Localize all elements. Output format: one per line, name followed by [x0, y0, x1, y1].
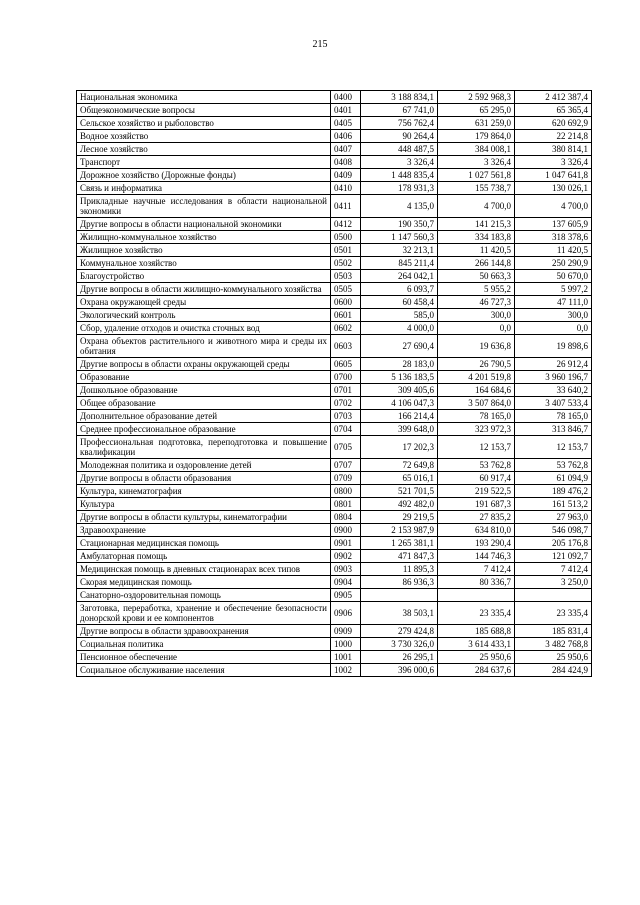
row-value-3-cell: 3 960 196,7: [515, 371, 592, 384]
row-name-cell: Другие вопросы в области здравоохранения: [77, 625, 331, 638]
table-row: [77, 117, 592, 130]
row-name-cell: Молодежная политика и оздоровление детей: [77, 459, 331, 472]
row-value-3-cell: 185 831,4: [515, 625, 592, 638]
row-value-1-cell: 448 487,5: [361, 143, 438, 156]
row-value-2-cell: 26 790,5: [438, 358, 515, 371]
row-value-1-cell: 3 188 834,1: [361, 91, 438, 104]
row-name-cell: Социальная политика: [77, 638, 331, 651]
row-code-cell: 0705: [331, 436, 361, 459]
row-name-cell: Общее образование: [77, 397, 331, 410]
row-value-3-cell: 53 762,8: [515, 459, 592, 472]
row-value-1-cell: 67 741,0: [361, 104, 438, 117]
table-row: [77, 524, 592, 537]
table-row: [77, 244, 592, 257]
row-value-2-cell: 144 746,3: [438, 550, 515, 563]
table-row: [77, 104, 592, 117]
table-row: [77, 589, 592, 602]
row-name-cell: Жилищно-коммунальное хозяйство: [77, 231, 331, 244]
table-row: [77, 218, 592, 231]
row-value-1-cell: 60 458,4: [361, 296, 438, 309]
row-name-cell: Санаторно-оздоровительная помощь: [77, 589, 331, 602]
row-code-cell: 0906: [331, 602, 361, 625]
table-row: [77, 296, 592, 309]
row-value-3-cell: 7 412,4: [515, 563, 592, 576]
row-value-1-cell: 4 000,0: [361, 322, 438, 335]
table-row: [77, 195, 592, 218]
row-value-1-cell: 65 016,1: [361, 472, 438, 485]
row-value-2-cell: 164 684,6: [438, 384, 515, 397]
row-value-3-cell: 189 476,2: [515, 485, 592, 498]
row-name-cell: Экологический контроль: [77, 309, 331, 322]
row-value-1-cell: 1 265 381,1: [361, 537, 438, 550]
row-code-cell: 1002: [331, 664, 361, 677]
row-value-1-cell: 471 847,3: [361, 550, 438, 563]
row-value-3-cell: 5 997,2: [515, 283, 592, 296]
row-value-2-cell: 185 688,8: [438, 625, 515, 638]
row-code-cell: 0406: [331, 130, 361, 143]
row-name-cell: Водное хозяйство: [77, 130, 331, 143]
table-row: [77, 309, 592, 322]
table-row: [77, 472, 592, 485]
row-value-1-cell: 845 211,4: [361, 257, 438, 270]
row-value-3-cell: 19 898,6: [515, 335, 592, 358]
row-code-cell: 0503: [331, 270, 361, 283]
row-value-1-cell: 29 219,5: [361, 511, 438, 524]
row-value-3-cell: 12 153,7: [515, 436, 592, 459]
row-name-cell: Другие вопросы в области образования: [77, 472, 331, 485]
row-value-2-cell: 53 762,8: [438, 459, 515, 472]
row-name-cell: Связь и информатика: [77, 182, 331, 195]
row-code-cell: 0801: [331, 498, 361, 511]
row-value-3-cell: 161 513,2: [515, 498, 592, 511]
table-row: [77, 130, 592, 143]
row-value-1-cell: 17 202,3: [361, 436, 438, 459]
row-value-2-cell: 334 183,8: [438, 231, 515, 244]
row-name-cell: Охрана окружающей среды: [77, 296, 331, 309]
table-row: [77, 511, 592, 524]
table-row: [77, 625, 592, 638]
row-value-2-cell: 141 215,3: [438, 218, 515, 231]
row-name-cell: Дополнительное образование детей: [77, 410, 331, 423]
row-name-cell: Культура: [77, 498, 331, 511]
row-value-2-cell: 3 614 433,1: [438, 638, 515, 651]
row-value-3-cell: 25 950,6: [515, 651, 592, 664]
row-name-cell: Дошкольное образование: [77, 384, 331, 397]
row-code-cell: 0804: [331, 511, 361, 524]
row-name-cell: Общеэкономические вопросы: [77, 104, 331, 117]
table-row: [77, 371, 592, 384]
row-value-3-cell: 121 092,7: [515, 550, 592, 563]
row-value-3-cell: 0,0: [515, 322, 592, 335]
row-value-2-cell: 323 972,3: [438, 423, 515, 436]
table-row: [77, 283, 592, 296]
row-value-3-cell: 284 424,9: [515, 664, 592, 677]
row-value-1-cell: 3 730 326,0: [361, 638, 438, 651]
table-row: [77, 384, 592, 397]
row-code-cell: 0709: [331, 472, 361, 485]
table-row: [77, 550, 592, 563]
row-value-3-cell: 1 047 641,8: [515, 169, 592, 182]
row-value-1-cell: 38 503,1: [361, 602, 438, 625]
table-row: [77, 602, 592, 625]
row-value-2-cell: 46 727,3: [438, 296, 515, 309]
row-name-cell: Другие вопросы в области охраны окружающей среды: [77, 358, 331, 371]
row-code-cell: 0410: [331, 182, 361, 195]
row-value-2-cell: 3 507 864,0: [438, 397, 515, 410]
row-value-1-cell: 3 326,4: [361, 156, 438, 169]
row-value-2-cell: [438, 589, 515, 602]
row-code-cell: 0905: [331, 589, 361, 602]
table-row: [77, 397, 592, 410]
row-value-1-cell: 6 093,7: [361, 283, 438, 296]
row-value-2-cell: 634 810,0: [438, 524, 515, 537]
row-code-cell: 0401: [331, 104, 361, 117]
row-value-1-cell: 399 648,0: [361, 423, 438, 436]
row-code-cell: 0900: [331, 524, 361, 537]
row-value-3-cell: 250 290,9: [515, 257, 592, 270]
row-value-3-cell: 26 912,4: [515, 358, 592, 371]
row-code-cell: 0704: [331, 423, 361, 436]
row-value-3-cell: 50 670,0: [515, 270, 592, 283]
row-value-3-cell: 3 250,0: [515, 576, 592, 589]
row-value-2-cell: 191 687,3: [438, 498, 515, 511]
row-value-1-cell: [361, 589, 438, 602]
table-row: [77, 498, 592, 511]
row-value-1-cell: 32 213,1: [361, 244, 438, 257]
row-code-cell: 0909: [331, 625, 361, 638]
row-code-cell: 0601: [331, 309, 361, 322]
row-value-2-cell: 0,0: [438, 322, 515, 335]
row-value-1-cell: 492 482,0: [361, 498, 438, 511]
row-value-2-cell: 3 326,4: [438, 156, 515, 169]
row-name-cell: Дорожное хозяйство (Дорожные фонды): [77, 169, 331, 182]
row-name-cell: Пенсионное обеспечение: [77, 651, 331, 664]
row-name-cell: Образование: [77, 371, 331, 384]
row-code-cell: 0904: [331, 576, 361, 589]
row-value-3-cell: 137 605,9: [515, 218, 592, 231]
row-value-1-cell: 396 000,6: [361, 664, 438, 677]
row-value-3-cell: 3 326,4: [515, 156, 592, 169]
row-value-2-cell: 284 637,6: [438, 664, 515, 677]
row-name-cell: Национальная экономика: [77, 91, 331, 104]
row-value-2-cell: 50 663,3: [438, 270, 515, 283]
row-value-2-cell: 25 950,6: [438, 651, 515, 664]
row-value-1-cell: 5 136 183,5: [361, 371, 438, 384]
budget-table-body: [77, 91, 592, 677]
row-value-2-cell: 384 008,1: [438, 143, 515, 156]
row-value-3-cell: 620 692,9: [515, 117, 592, 130]
row-value-2-cell: 300,0: [438, 309, 515, 322]
table-row: [77, 322, 592, 335]
row-name-cell: Профессиональная подготовка, переподготовка и повышение квалификации: [77, 436, 331, 459]
row-value-2-cell: 78 165,0: [438, 410, 515, 423]
row-value-2-cell: 60 917,4: [438, 472, 515, 485]
table-row: [77, 459, 592, 472]
table-row: [77, 410, 592, 423]
row-value-3-cell: 65 365,4: [515, 104, 592, 117]
table-row: [77, 485, 592, 498]
row-value-1-cell: 28 183,0: [361, 358, 438, 371]
row-value-2-cell: 266 144,8: [438, 257, 515, 270]
row-code-cell: 0603: [331, 335, 361, 358]
row-value-1-cell: 4 135,0: [361, 195, 438, 218]
row-value-1-cell: 86 936,3: [361, 576, 438, 589]
page-number: 215: [312, 39, 328, 50]
row-name-cell: Сбор, удаление отходов и очистка сточных вод: [77, 322, 331, 335]
row-value-3-cell: 4 700,0: [515, 195, 592, 218]
row-name-cell: Другие вопросы в области культуры, кинематографии: [77, 511, 331, 524]
row-code-cell: 0408: [331, 156, 361, 169]
row-value-3-cell: 318 378,6: [515, 231, 592, 244]
row-code-cell: 0702: [331, 397, 361, 410]
row-value-2-cell: 4 201 519,8: [438, 371, 515, 384]
row-value-1-cell: 11 895,3: [361, 563, 438, 576]
row-value-1-cell: 4 106 047,3: [361, 397, 438, 410]
row-value-2-cell: 179 864,0: [438, 130, 515, 143]
table-row: [77, 257, 592, 270]
row-value-1-cell: 1 448 835,4: [361, 169, 438, 182]
row-code-cell: 0500: [331, 231, 361, 244]
row-value-1-cell: 166 214,4: [361, 410, 438, 423]
row-code-cell: 0605: [331, 358, 361, 371]
row-code-cell: 0400: [331, 91, 361, 104]
row-name-cell: Социальное обслуживание населения: [77, 664, 331, 677]
table-row: [77, 91, 592, 104]
row-value-3-cell: 22 214,8: [515, 130, 592, 143]
table-row: [77, 537, 592, 550]
row-value-2-cell: 1 027 561,8: [438, 169, 515, 182]
row-name-cell: Здравоохранение: [77, 524, 331, 537]
row-code-cell: 0903: [331, 563, 361, 576]
row-value-1-cell: 279 424,8: [361, 625, 438, 638]
table-row: [77, 436, 592, 459]
row-value-1-cell: 585,0: [361, 309, 438, 322]
row-code-cell: 0700: [331, 371, 361, 384]
row-code-cell: 0501: [331, 244, 361, 257]
row-value-1-cell: 90 264,4: [361, 130, 438, 143]
row-value-3-cell: 313 846,7: [515, 423, 592, 436]
row-value-1-cell: 26 295,1: [361, 651, 438, 664]
row-value-3-cell: 2 412 387,4: [515, 91, 592, 104]
row-value-2-cell: 12 153,7: [438, 436, 515, 459]
row-value-3-cell: 23 335,4: [515, 602, 592, 625]
table-row: [77, 638, 592, 651]
row-value-3-cell: 11 420,5: [515, 244, 592, 257]
row-code-cell: 0703: [331, 410, 361, 423]
row-name-cell: Среднее профессиональное образование: [77, 423, 331, 436]
row-value-3-cell: 61 094,9: [515, 472, 592, 485]
row-value-1-cell: 756 762,4: [361, 117, 438, 130]
row-value-1-cell: 27 690,4: [361, 335, 438, 358]
row-code-cell: 1000: [331, 638, 361, 651]
row-value-2-cell: 2 592 968,3: [438, 91, 515, 104]
row-value-3-cell: 3 407 533,4: [515, 397, 592, 410]
row-name-cell: Лесное хозяйство: [77, 143, 331, 156]
row-code-cell: 0505: [331, 283, 361, 296]
row-value-2-cell: 193 290,4: [438, 537, 515, 550]
row-name-cell: Культура, кинематография: [77, 485, 331, 498]
table-row: [77, 143, 592, 156]
row-name-cell: Амбулаторная помощь: [77, 550, 331, 563]
row-code-cell: 0602: [331, 322, 361, 335]
row-code-cell: 0707: [331, 459, 361, 472]
table-row: [77, 156, 592, 169]
table-row: [77, 270, 592, 283]
row-name-cell: Транспорт: [77, 156, 331, 169]
row-name-cell: Другие вопросы в области жилищно-коммунального хозяйства: [77, 283, 331, 296]
row-value-3-cell: 47 111,0: [515, 296, 592, 309]
row-value-1-cell: 309 405,6: [361, 384, 438, 397]
table-row: [77, 335, 592, 358]
row-code-cell: 0901: [331, 537, 361, 550]
row-name-cell: Прикладные научные исследования в области национальной экономики: [77, 195, 331, 218]
row-name-cell: Заготовка, переработка, хранение и обеспечение безопасности донорской крови и ее компонентов: [77, 602, 331, 625]
row-value-2-cell: 5 955,2: [438, 283, 515, 296]
row-value-2-cell: 27 835,2: [438, 511, 515, 524]
row-value-2-cell: 23 335,4: [438, 602, 515, 625]
row-value-3-cell: 33 640,2: [515, 384, 592, 397]
row-value-3-cell: 205 176,8: [515, 537, 592, 550]
row-value-1-cell: 1 147 560,3: [361, 231, 438, 244]
row-value-2-cell: 631 259,0: [438, 117, 515, 130]
row-value-2-cell: 4 700,0: [438, 195, 515, 218]
row-value-2-cell: 155 738,7: [438, 182, 515, 195]
row-value-2-cell: 7 412,4: [438, 563, 515, 576]
table-row: [77, 182, 592, 195]
row-code-cell: 0600: [331, 296, 361, 309]
row-code-cell: 0902: [331, 550, 361, 563]
row-value-3-cell: 3 482 768,8: [515, 638, 592, 651]
row-code-cell: 1001: [331, 651, 361, 664]
row-value-1-cell: 190 350,7: [361, 218, 438, 231]
row-value-1-cell: 178 931,3: [361, 182, 438, 195]
row-value-3-cell: 546 098,7: [515, 524, 592, 537]
row-code-cell: 0409: [331, 169, 361, 182]
row-name-cell: Сельское хозяйство и рыболовство: [77, 117, 331, 130]
row-value-1-cell: 72 649,8: [361, 459, 438, 472]
row-value-2-cell: 11 420,5: [438, 244, 515, 257]
row-value-2-cell: 219 522,5: [438, 485, 515, 498]
row-code-cell: 0407: [331, 143, 361, 156]
row-code-cell: 0502: [331, 257, 361, 270]
table-row: [77, 423, 592, 436]
row-value-3-cell: 78 165,0: [515, 410, 592, 423]
row-code-cell: 0701: [331, 384, 361, 397]
budget-table: [76, 90, 592, 677]
row-value-1-cell: 264 042,1: [361, 270, 438, 283]
table-row: [77, 231, 592, 244]
row-value-3-cell: [515, 589, 592, 602]
row-name-cell: Медицинская помощь в дневных стационарах всех типов: [77, 563, 331, 576]
row-value-1-cell: 521 701,5: [361, 485, 438, 498]
row-name-cell: Стационарная медицинская помощь: [77, 537, 331, 550]
row-code-cell: 0411: [331, 195, 361, 218]
row-value-3-cell: 300,0: [515, 309, 592, 322]
row-value-3-cell: 130 026,1: [515, 182, 592, 195]
row-code-cell: 0412: [331, 218, 361, 231]
row-name-cell: Коммунальное хозяйство: [77, 257, 331, 270]
table-row: [77, 169, 592, 182]
row-name-cell: Другие вопросы в области национальной экономики: [77, 218, 331, 231]
table-row: [77, 576, 592, 589]
table-row: [77, 651, 592, 664]
row-name-cell: Скорая медицинская помощь: [77, 576, 331, 589]
row-value-3-cell: 27 963,0: [515, 511, 592, 524]
row-value-2-cell: 65 295,0: [438, 104, 515, 117]
row-code-cell: 0405: [331, 117, 361, 130]
row-value-2-cell: 80 336,7: [438, 576, 515, 589]
row-value-3-cell: 380 814,1: [515, 143, 592, 156]
row-value-1-cell: 2 153 987,9: [361, 524, 438, 537]
table-row: [77, 563, 592, 576]
row-code-cell: 0800: [331, 485, 361, 498]
row-value-2-cell: 19 636,8: [438, 335, 515, 358]
row-name-cell: Жилищное хозяйство: [77, 244, 331, 257]
row-name-cell: Благоустройство: [77, 270, 331, 283]
table-row: [77, 358, 592, 371]
row-name-cell: Охрана объектов растительного и животного мира и среды их обитания: [77, 335, 331, 358]
table-row: [77, 664, 592, 677]
